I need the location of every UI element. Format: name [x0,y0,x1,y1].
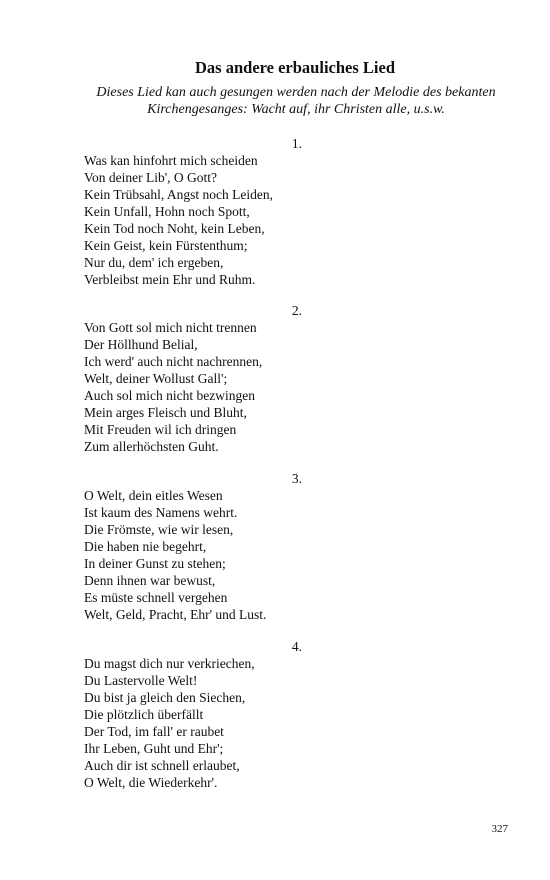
verse-line: Kein Tod noch Noht, kein Leben, [84,221,265,236]
verse-line: Der Höllhund Belial, [84,337,198,352]
verse-line: Es müste schnell vergehen [84,590,228,605]
verse-line: Ihr Leben, Guht und Ehr'; [84,741,224,756]
stanza-lines [84,319,302,455]
verse-line: Die Frömste, wie wir lesen, [84,522,234,537]
verse-line: Du Lastervolle Welt! [84,673,198,688]
melody-note-line-1: Dieses Lied kan auch gesungen werden nach der Melodie des bekanten [96,85,496,100]
verse-line: O Welt, die Wiederkehr'. [84,775,218,790]
stanza-number: 4. [291,639,302,654]
verse-line: Von deiner Lib', O Gott? [84,170,218,185]
verse-line: Die plötzlich überfällt [84,707,204,722]
page-number: 327 [491,823,508,835]
verse-line: In deiner Gunst zu stehen; [84,556,226,571]
verse-line: Du bist ja gleich den Siechen, [84,690,246,705]
verse-line: Kein Geist, kein Fürstenthum; [84,238,248,253]
verse-line: Von Gott sol mich nicht trennen [84,320,257,335]
song-title: Das andere erbauliches Lied [195,58,395,77]
verse-line: O Welt, dein eitles Wesen [84,488,223,503]
stanza-number: 2. [291,303,302,318]
verse-line: Nur du, dem' ich ergeben, [84,255,224,270]
stanza-3 [84,470,302,623]
verse-line: Kein Trübsahl, Angst noch Leiden, [84,187,273,202]
verse-line: Ist kaum des Namens wehrt. [84,505,238,520]
verse-line: Kein Unfall, Hohn noch Spott, [84,204,250,219]
stanza-lines [84,152,302,288]
melody-note [82,84,510,118]
verse-line: Was kan hinfohrt mich scheiden [84,153,258,168]
stanza-4 [84,638,302,791]
verse-line: Verbleibst mein Ehr und Ruhm. [84,272,256,287]
verse-line: Du magst dich nur verkriechen, [84,656,255,671]
stanza-2 [84,302,302,455]
verse-line: Zum allerhöchsten Guht. [84,439,219,454]
verse-line: Welt, deiner Wollust Gall'; [84,371,228,386]
verse-line: Die haben nie begehrt, [84,539,207,554]
verse-line: Ich werd' auch nicht nachrennen, [84,354,263,369]
verse-line: Welt, Geld, Pracht, Ehr' und Lust. [84,607,267,622]
verse-line: Auch sol mich nicht bezwingen [84,388,255,403]
verse-line: Auch dir ist schnell erlaubet, [84,758,240,773]
melody-note-line-2: Kirchengesanges: Wacht auf, ihr Christen alle, u.s.w. [147,102,445,117]
stanza-number: 1. [291,136,302,151]
verse-line: Der Tod, im fall' er raubet [84,724,224,739]
stanza-lines [84,655,302,791]
stanza-lines [84,487,302,623]
verse-line: Mit Freuden wil ich dringen [84,422,237,437]
stanza-number: 3. [291,471,302,486]
verse-line: Denn ihnen war bewust, [84,573,216,588]
verse-line: Mein arges Fleisch und Bluht, [84,405,247,420]
stanza-1 [84,135,302,288]
